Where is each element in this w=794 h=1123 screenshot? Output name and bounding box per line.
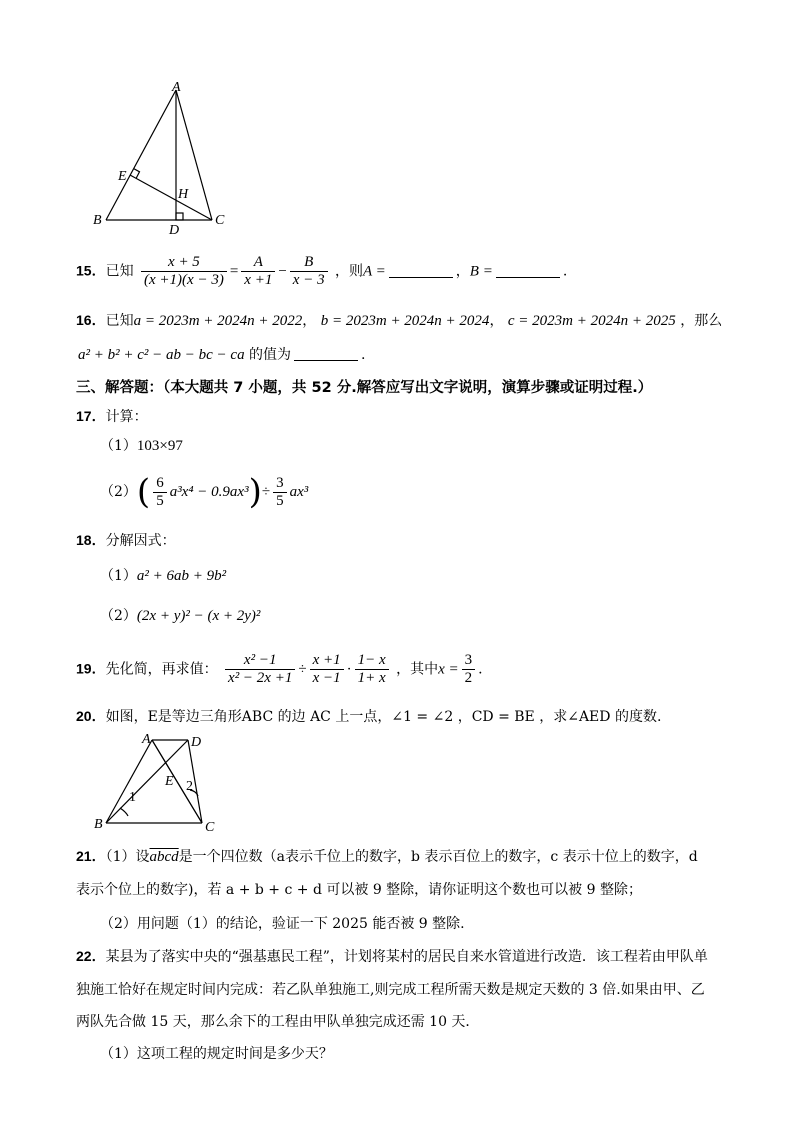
question-18-part-1: （1）a² + 6ab + 9b²	[100, 568, 227, 584]
question-number: 22．	[76, 948, 106, 964]
label-c: C	[205, 820, 215, 835]
section-3-title: 三、解答题：（本大题共 7 小题，共 52 分.解答应写出文字说明，演算步骤或证明过程.）	[76, 380, 653, 396]
question-21-part-2: （2）用问题（1）的结论，验证一下 2025 能否被 9 整除.	[100, 916, 465, 932]
question-22-part-1: （1）这项工程的规定时间是多少天？	[100, 1046, 333, 1062]
question-15: 15．已知 $\frac{x + 5}{(x +1)(x - 3)}$ = $\frac{A}{x +1}$ − $\frac{B}{x - 3}$ ，则A = ，B = .	[76, 254, 568, 288]
triangle-figure-1	[88, 78, 238, 238]
label-b: B	[94, 817, 103, 832]
side-ab	[106, 90, 176, 220]
answer-blank-a[interactable]	[389, 263, 453, 278]
fraction: $\frac{x +1}{x -1}$	[310, 652, 344, 687]
question-number: 20．	[76, 708, 106, 724]
label-d: D	[169, 223, 180, 238]
label-1: 1	[129, 790, 136, 805]
label-e: E	[165, 774, 174, 789]
question-17-part-2: （2）( $\frac{6}{5}$ a³x⁴ − 0.9ax³)÷ $\frac{3}{5}$ ax³	[100, 472, 309, 512]
label-b: B	[93, 213, 102, 228]
label-2: 2	[186, 779, 193, 794]
fraction: $\frac{1- x}{1+ x}$	[355, 652, 389, 687]
fraction: $\frac{6}{5}$	[153, 475, 167, 510]
answer-blank-b[interactable]	[496, 263, 560, 278]
question-21: 21．（1）设abcd是一个四位数（a表示千位上的数字，b 表示百位上的数字，c 表示十位上的数字，d	[76, 848, 698, 865]
fraction: $\frac{A}{x +1}$	[241, 254, 275, 289]
label-e: E	[118, 169, 127, 184]
question-number: 16．	[76, 312, 106, 328]
question-17: 17．计算：	[76, 408, 148, 425]
fraction: $\frac{3}{5}$	[273, 475, 287, 510]
question-18: 18．分解因式：	[76, 532, 176, 549]
question-number: 19．	[76, 660, 106, 677]
angle-mark-1	[120, 808, 128, 816]
right-angle-mark-d	[176, 213, 183, 220]
altitude-ce	[130, 175, 212, 220]
question-18-part-2: （2）(2x + y)² − (x + 2y)²	[100, 608, 261, 624]
answer-blank-16[interactable]	[294, 346, 358, 361]
question-22: 22．某县为了落实中央的“强基惠民工程”，计划将某村的居民自来水管道进行改造．该工程若由甲队单	[76, 948, 708, 965]
fraction: $\frac{x + 5}{(x +1)(x - 3)}$	[141, 254, 227, 289]
fraction: $\frac{\text{x² −1}}{\text{x² − 2x +1}}$	[225, 652, 295, 687]
label-a: A	[172, 80, 181, 95]
question-number: 17．	[76, 408, 106, 424]
label-d: D	[191, 735, 202, 750]
triangle-figure-2	[90, 728, 230, 838]
question-17-part-1: （1）103×97	[100, 438, 183, 454]
question-20: 20．如图，E是等边三角形ABC 的边 AC 上一点，∠1 = ∠2 ，CD = BE ，求∠AED 的度数.	[76, 708, 662, 725]
question-22-line-3: 两队先合做 15 天，那么余下的工程由甲队单独完成还需 10 天．	[76, 1014, 480, 1030]
question-21-line-2: 表示个位上的数字)，若 a + b + c + d 可以被 9 整除，请你证明这个数也可以被 9 整除；	[76, 882, 642, 898]
question-16: 16．已知a = 2023m + 2024n + 2022， b = 2023m + 2024n + 2024， c = 2023m + 2024n + 2025 ，那么	[76, 312, 723, 329]
fraction: $\frac{B}{x - 3}$	[290, 254, 328, 289]
label-c: C	[215, 213, 225, 228]
question-16-line-2: a² + b² + c² − ab − bc − ca 的值为 .	[78, 347, 366, 363]
question-number: 18．	[76, 532, 106, 548]
question-number: 21．	[76, 848, 106, 864]
question-number: 15．	[76, 262, 106, 279]
fraction: $\frac{3}{2}$	[462, 652, 476, 687]
right-angle-mark-e	[134, 169, 140, 179]
question-19: 19．先化简，再求值： $\frac{\text{x² −1}}{\text{x² − 2x +1}}$ ÷ $\frac{x +1}{x -1}$ · $\frac{1- x}{1+ x}$ ，其中x = $\frac{3}{2}$ .	[76, 652, 483, 686]
segment-be	[106, 740, 188, 823]
label-a: A	[142, 732, 151, 747]
question-22-line-2: 独施工恰好在规定时间内完成：若乙队单独施工,则完成工程所需天数是规定天数的 3 倍.如果由甲、乙	[76, 982, 705, 998]
side-ab	[106, 740, 152, 823]
label-h: H	[178, 187, 189, 202]
